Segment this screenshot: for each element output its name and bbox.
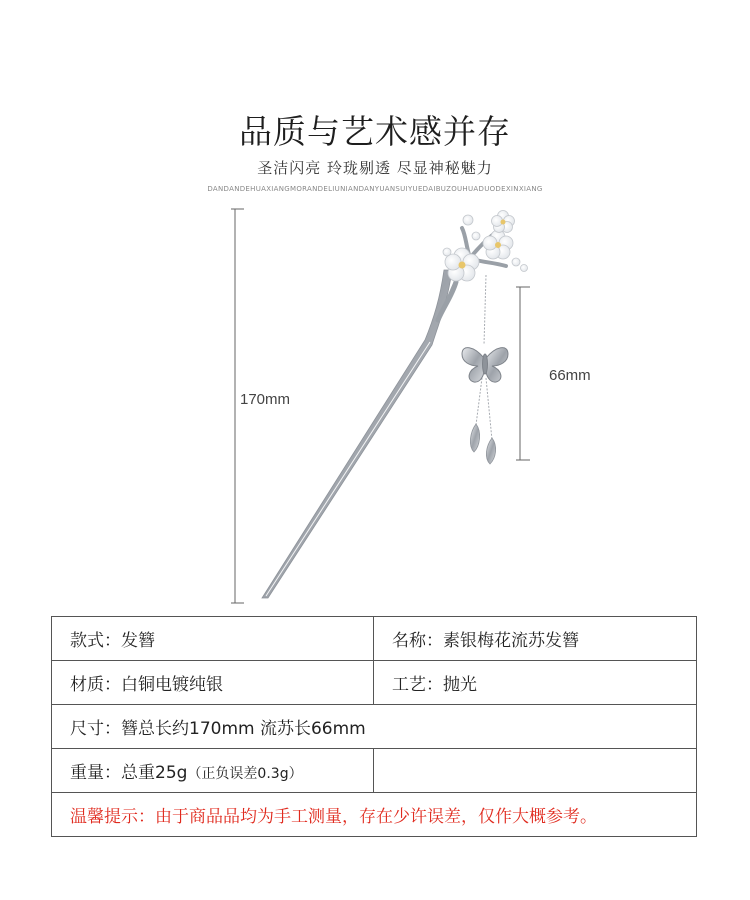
leaf-charms [470,424,495,464]
plum-flowers [443,211,528,282]
craft-value: 抛光 [443,675,477,695]
size-value: 簪总长约170mm 流苏长66mm [121,719,366,739]
spec-table [51,616,697,837]
style-cell [52,617,374,661]
material-cell [52,661,374,705]
table-row [52,617,697,661]
tassel-length-label: 66mm [549,367,591,384]
table-row [52,793,697,837]
size-cell [52,705,697,749]
hairpin-shaft [262,270,452,598]
weight-value: 总重25g [121,763,188,783]
style-label: 款式： [70,631,121,651]
page-title: 品质与艺术感并存 [239,112,511,151]
craft-cell [374,661,697,705]
table-row [52,661,697,705]
weight-cell [52,749,374,793]
name-label: 名称： [392,631,443,651]
pinyin-caption: DANDANDEHUAXIANGMORANDELIUNIANDANYUANSUIYUEDAIBUZOUHUADUODEXINXIANG [207,185,543,193]
weight-label: 重量： [70,763,121,783]
weight-tolerance: （正负误差0.3g） [187,766,303,782]
tassel-dimension-line [516,287,530,460]
size-label: 尺寸： [70,719,121,739]
name-value: 素银梅花流苏发簪 [443,631,579,651]
notice-text: 温馨提示：由于商品品均为手工测量，存在少许误差，仅作大概参考。 [70,807,597,827]
name-cell [374,617,697,661]
material-label: 材质： [70,675,121,695]
notice-cell [52,793,697,837]
table-row [52,749,697,793]
craft-label: 工艺： [392,675,443,695]
table-row [52,705,697,749]
empty-cell [374,749,697,793]
style-value: 发簪 [121,631,155,651]
subtitle: 圣洁闪亮 玲珑剔透 尽显神秘魅力 [257,159,493,177]
total-length-label: 170mm [240,391,291,408]
material-value: 白铜电镀纯银 [121,675,223,695]
butterfly-pendant [462,348,508,382]
